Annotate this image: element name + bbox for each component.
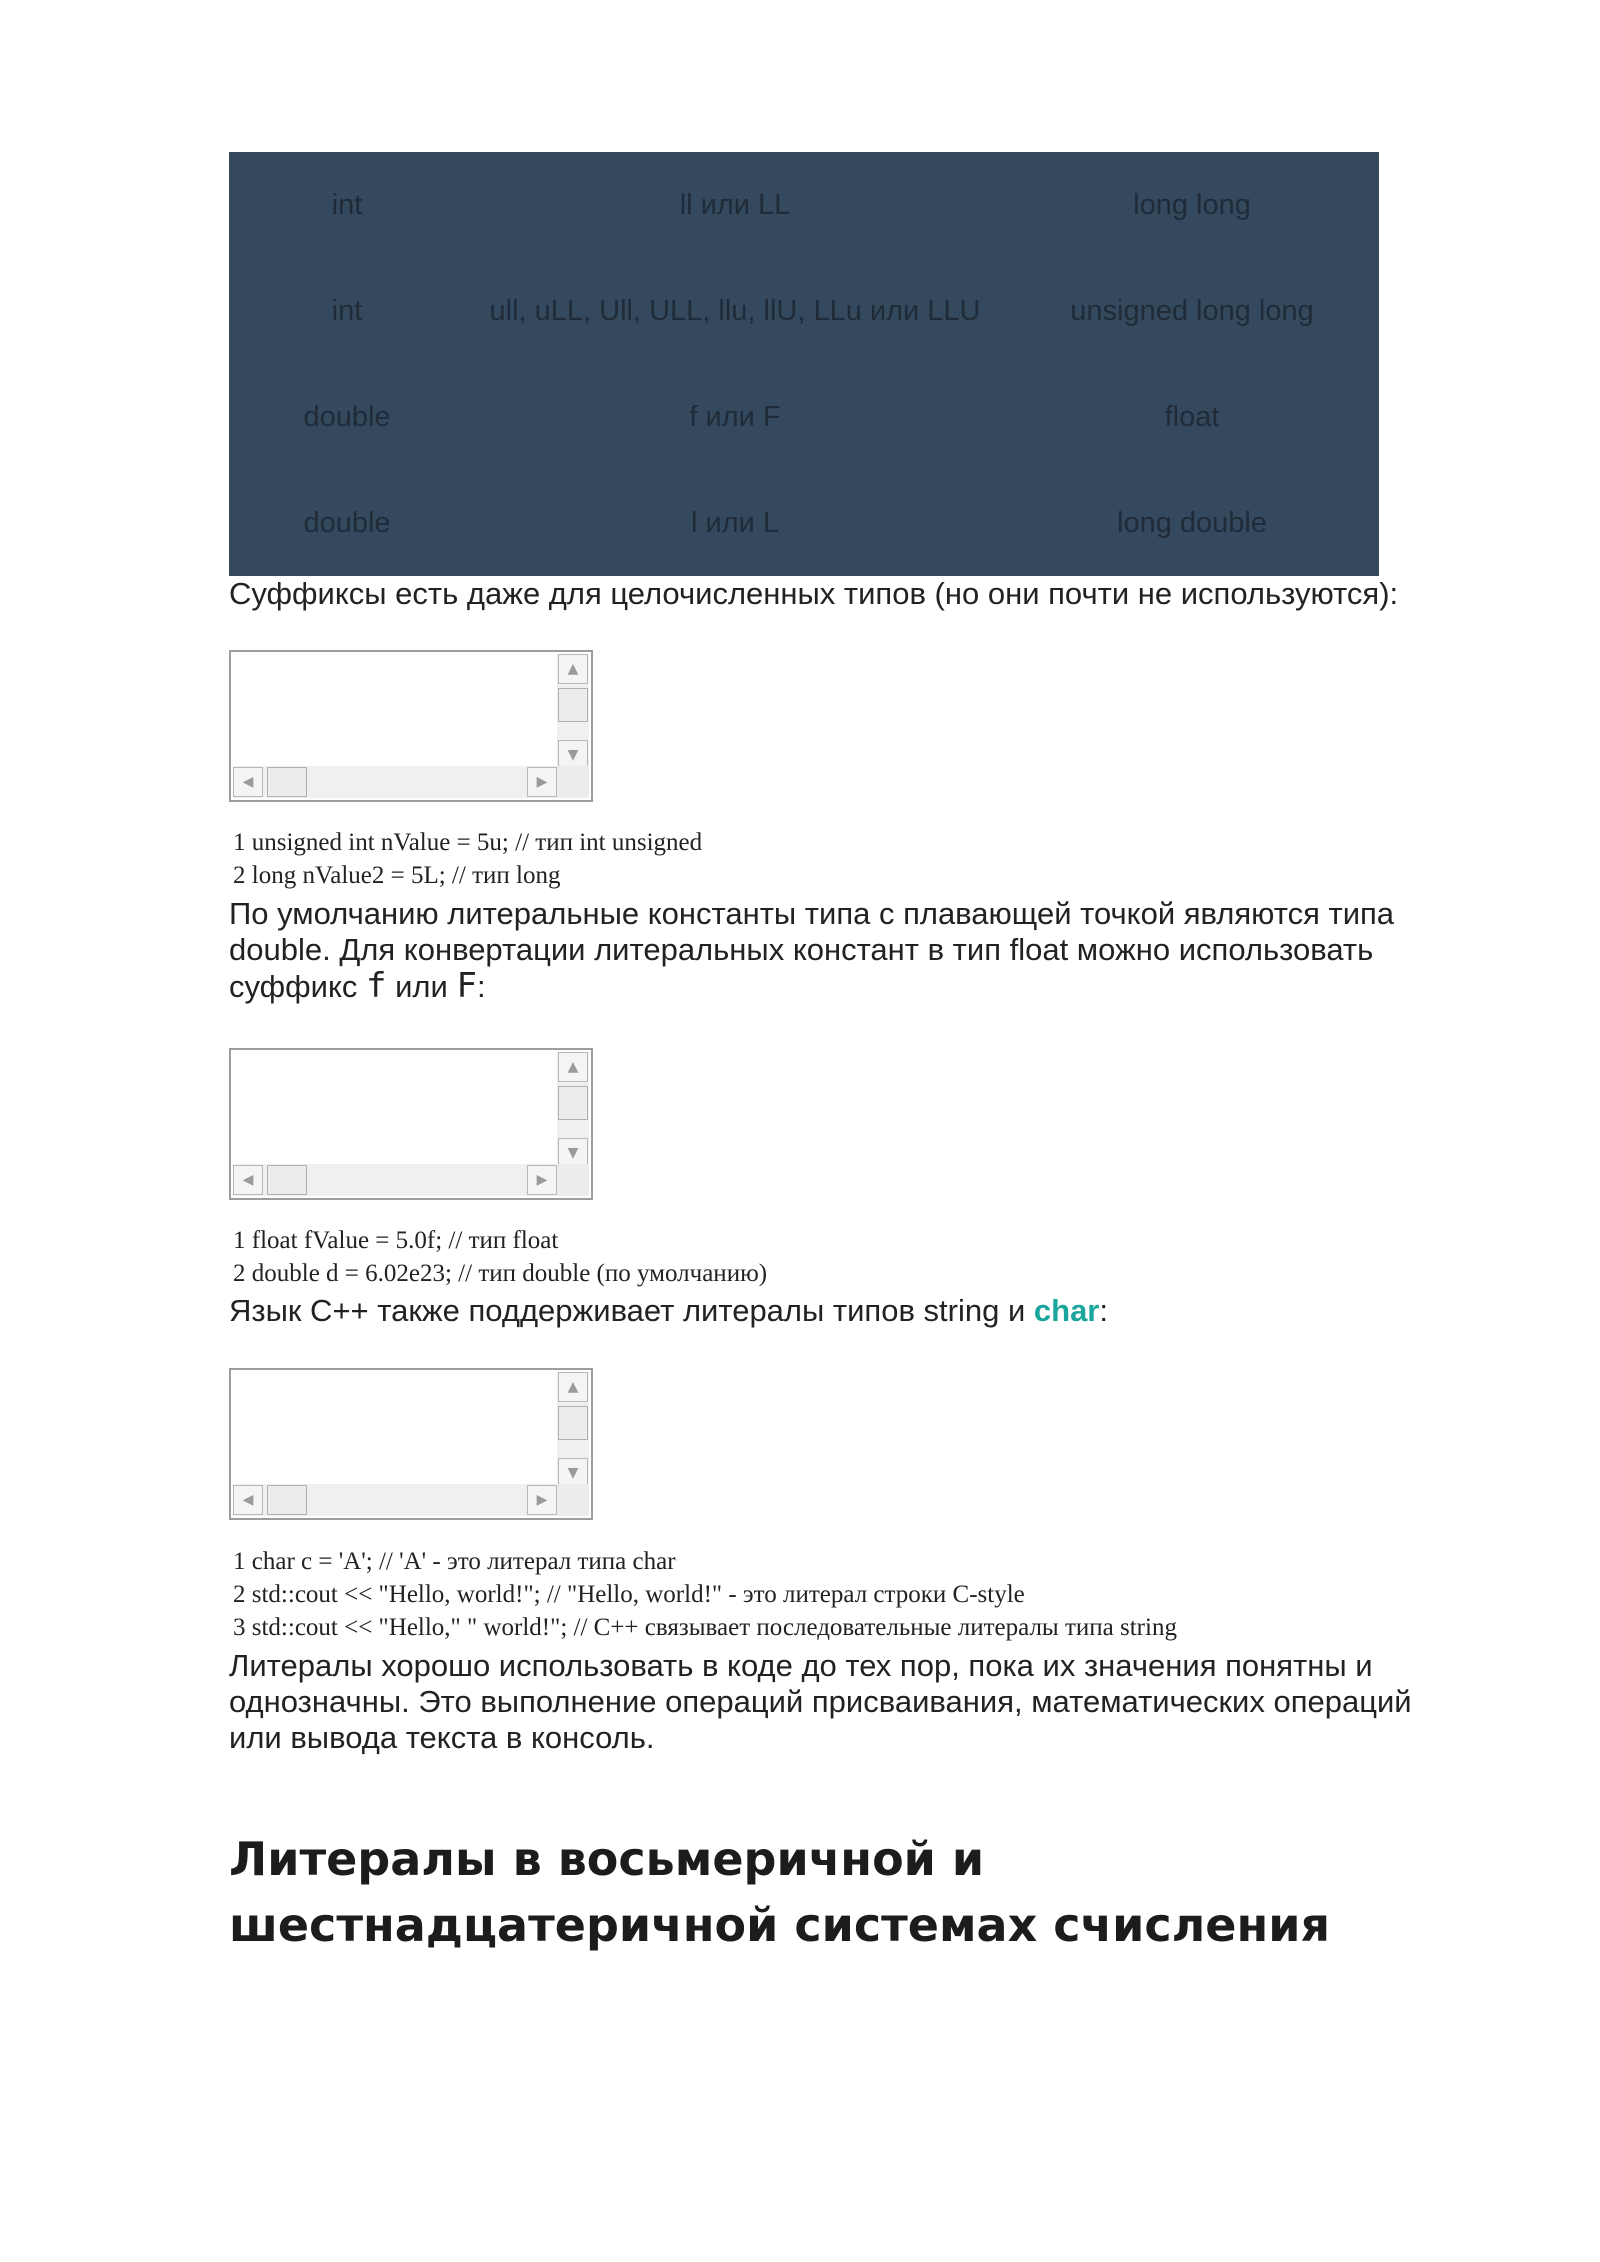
paragraph-float-suffix: [229, 896, 1489, 1005]
scroll-left-icon[interactable]: ◀: [233, 1165, 263, 1195]
scroll-right-icon[interactable]: ▶: [527, 1485, 557, 1515]
text-span: или: [386, 969, 457, 1004]
scroll-up-icon[interactable]: ▲: [558, 1372, 588, 1402]
heading-line: шестнадцатеричной системах счисления: [229, 1898, 1331, 1952]
table-cell: l или L: [690, 506, 779, 539]
scroll-left-icon[interactable]: ◀: [233, 767, 263, 797]
scroll-up-icon[interactable]: ▲: [558, 1052, 588, 1082]
suffix-table: [229, 152, 1379, 576]
code-line: 1 unsigned int nValue = 5u; // тип int unsigned: [233, 829, 703, 856]
code-listing: [233, 1224, 767, 1290]
table-cell: double: [303, 506, 391, 539]
scroll-up-icon[interactable]: ▲: [558, 654, 588, 684]
horizontal-scrollbar[interactable]: [233, 1484, 557, 1516]
table-cell: int: [331, 294, 363, 327]
scroll-thumb[interactable]: [558, 688, 588, 722]
code-viewer[interactable]: [229, 1048, 593, 1200]
scroll-thumb[interactable]: [267, 1485, 307, 1515]
scrollbar-corner: [557, 1164, 589, 1196]
text-line: однозначны. Это выполнение операций присваивания, математических операций: [229, 1684, 1412, 1719]
table-cell: unsigned long long: [1070, 294, 1314, 327]
table-cell: ll или LL: [679, 188, 791, 221]
scroll-down-icon[interactable]: ▼: [558, 1138, 588, 1168]
vertical-scrollbar[interactable]: [557, 654, 589, 770]
code-line: 2 double d = 6.02e23; // тип double (по умолчанию): [233, 1260, 768, 1287]
code-listing: [233, 826, 702, 892]
table-cell: double: [303, 400, 391, 433]
code-line: 1 float fValue = 5.0f; // тип float: [233, 1227, 559, 1254]
table-cell: ull, uLL, Ull, ULL, llu, llU, LLu или LLU: [489, 294, 981, 327]
text-line: По умолчанию литеральные константы типа с плавающей точкой являются типа: [229, 896, 1395, 931]
inline-code: F: [456, 966, 477, 1006]
text-line: или вывода текста в консоль.: [229, 1720, 655, 1755]
text-span: :: [1099, 1293, 1108, 1328]
vertical-scrollbar[interactable]: [557, 1052, 589, 1168]
code-viewer[interactable]: [229, 650, 593, 802]
table-cell: float: [1164, 400, 1220, 433]
inline-code: f: [366, 966, 387, 1006]
scrollbar-corner: [557, 766, 589, 798]
horizontal-scrollbar[interactable]: [233, 766, 557, 798]
paragraph-integer-suffixes: Суффиксы есть даже для целочисленных типов (но они почти не используются):: [229, 576, 1399, 611]
table-cell: f или F: [689, 400, 781, 433]
scroll-right-icon[interactable]: ▶: [527, 767, 557, 797]
vertical-scrollbar[interactable]: [557, 1372, 589, 1488]
section-heading: [229, 1826, 1489, 1958]
paragraph-string-char: [229, 1293, 1489, 1329]
scroll-left-icon[interactable]: ◀: [233, 1485, 263, 1515]
scroll-right-icon[interactable]: ▶: [527, 1165, 557, 1195]
text-span: Язык C++ также поддерживает литералы типов string и: [229, 1293, 1034, 1328]
scroll-thumb[interactable]: [267, 767, 307, 797]
code-listing: [233, 1545, 1177, 1644]
code-viewer[interactable]: [229, 1368, 593, 1520]
text-span: суффикс: [229, 969, 367, 1004]
scroll-down-icon[interactable]: ▼: [558, 740, 588, 770]
table-cell: long double: [1117, 506, 1267, 539]
text-line: [229, 968, 1489, 1005]
text-line: Литералы хорошо использовать в коде до тех пор, пока их значения понятны и: [229, 1648, 1373, 1683]
horizontal-scrollbar[interactable]: [233, 1164, 557, 1196]
table-cell: long long: [1133, 188, 1251, 221]
paragraph-literals-usage: [229, 1648, 1489, 1756]
scroll-thumb[interactable]: [267, 1165, 307, 1195]
scrollbar-corner: [557, 1484, 589, 1516]
code-line: 2 std::cout << "Hello, world!"; // "Hello, world!" - это литерал строки C-style: [233, 1581, 1025, 1608]
code-line: 3 std::cout << "Hello," " world!"; // C++ связывает последовательные литералы типа string: [233, 1614, 1177, 1641]
char-keyword-link[interactable]: char: [1033, 1293, 1100, 1328]
scroll-thumb[interactable]: [558, 1086, 588, 1120]
scroll-down-icon[interactable]: ▼: [558, 1458, 588, 1488]
scroll-thumb[interactable]: [558, 1406, 588, 1440]
heading-line: Литералы в восьмеричной и: [229, 1832, 985, 1886]
code-line: 1 char c = 'A'; // 'A' - это литерал типа char: [233, 1548, 676, 1575]
text-line: double. Для конвертации литеральных констант в тип float можно использовать: [229, 932, 1374, 967]
text-span: :: [476, 969, 486, 1004]
table-cell: int: [331, 188, 363, 221]
code-line: 2 long nValue2 = 5L; // тип long: [233, 862, 561, 889]
